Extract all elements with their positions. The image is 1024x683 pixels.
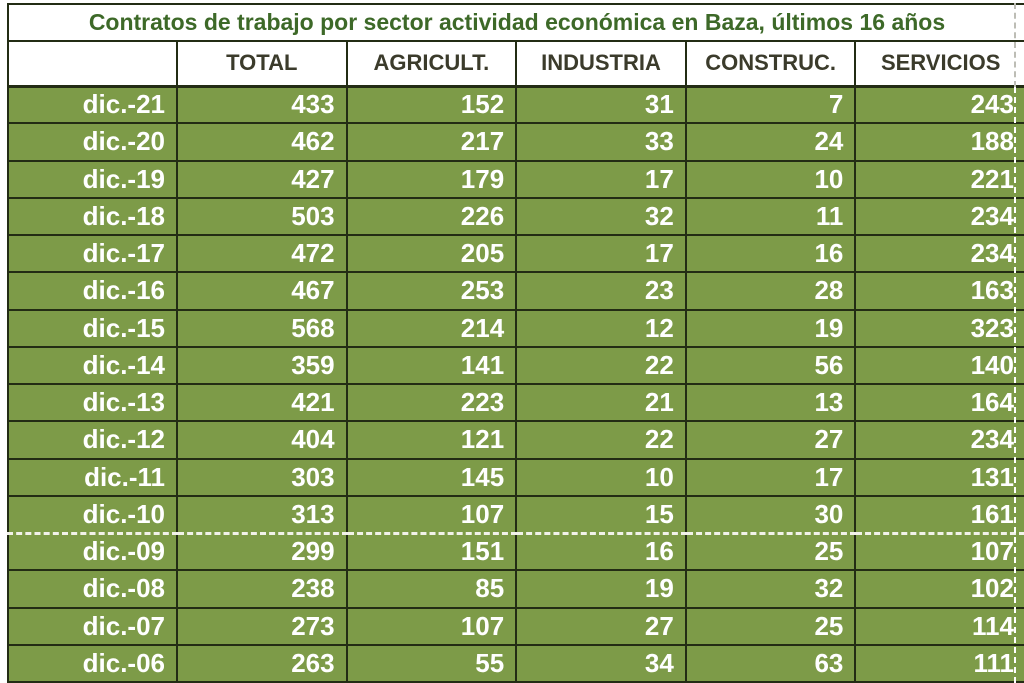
row-label: dic.-19 — [8, 161, 177, 198]
cell-construc: 25 — [686, 608, 856, 645]
cell-construc: 27 — [686, 421, 856, 458]
cell-agricult: 141 — [347, 347, 517, 384]
cell-agricult: 214 — [347, 310, 517, 347]
row-label: dic.-08 — [8, 570, 177, 607]
col-header-total: TOTAL — [177, 41, 347, 86]
table-row — [8, 421, 1024, 458]
spreadsheet-region — [7, 3, 1024, 683]
cell-servicios: 131 — [855, 459, 1024, 496]
table-row — [8, 570, 1024, 607]
cell-agricult: 217 — [347, 123, 517, 160]
cell-total: 273 — [177, 608, 347, 645]
cell-agricult: 223 — [347, 384, 517, 421]
cell-servicios: 243 — [855, 86, 1024, 123]
cell-industria: 31 — [516, 86, 686, 123]
cell-servicios: 323 — [855, 310, 1024, 347]
cell-servicios: 140 — [855, 347, 1024, 384]
table-row — [8, 533, 1024, 570]
cell-servicios: 188 — [855, 123, 1024, 160]
table-row — [8, 161, 1024, 198]
cell-agricult: 55 — [347, 645, 517, 682]
col-header-construc: CONSTRUC. — [686, 41, 856, 86]
cell-total: 263 — [177, 645, 347, 682]
cell-servicios: 107 — [855, 533, 1024, 570]
cell-servicios: 114 — [855, 608, 1024, 645]
cell-industria: 23 — [516, 272, 686, 309]
cell-agricult: 107 — [347, 608, 517, 645]
cell-servicios: 234 — [855, 235, 1024, 272]
cell-industria: 27 — [516, 608, 686, 645]
cell-total: 421 — [177, 384, 347, 421]
row-label: dic.-14 — [8, 347, 177, 384]
cell-construc: 7 — [686, 86, 856, 123]
col-header-industria: INDUSTRIA — [516, 41, 686, 86]
cell-agricult: 152 — [347, 86, 517, 123]
table-title: Contratos de trabajo por sector actividad económica en Baza, últimos 16 años — [8, 4, 1024, 41]
cell-agricult: 179 — [347, 161, 517, 198]
cell-agricult: 121 — [347, 421, 517, 458]
cell-agricult: 107 — [347, 496, 517, 533]
table-row — [8, 198, 1024, 235]
col-header-blank — [8, 41, 177, 86]
table-row — [8, 235, 1024, 272]
cell-construc: 13 — [686, 384, 856, 421]
cell-construc: 56 — [686, 347, 856, 384]
cell-industria: 33 — [516, 123, 686, 160]
row-label: dic.-17 — [8, 235, 177, 272]
table-row — [8, 384, 1024, 421]
cell-servicios: 221 — [855, 161, 1024, 198]
row-label: dic.-06 — [8, 645, 177, 682]
cell-agricult: 253 — [347, 272, 517, 309]
cell-industria: 22 — [516, 347, 686, 384]
row-label: dic.-07 — [8, 608, 177, 645]
cell-total: 467 — [177, 272, 347, 309]
cell-servicios: 234 — [855, 421, 1024, 458]
cell-agricult: 205 — [347, 235, 517, 272]
cell-industria: 32 — [516, 198, 686, 235]
cell-total: 462 — [177, 123, 347, 160]
row-label: dic.-16 — [8, 272, 177, 309]
table-row — [8, 645, 1024, 682]
cell-total: 313 — [177, 496, 347, 533]
cell-servicios: 164 — [855, 384, 1024, 421]
table-row — [8, 86, 1024, 123]
row-label: dic.-10 — [8, 496, 177, 533]
header-row — [8, 41, 1024, 86]
row-label: dic.-13 — [8, 384, 177, 421]
cell-total: 303 — [177, 459, 347, 496]
cell-construc: 10 — [686, 161, 856, 198]
cell-industria: 21 — [516, 384, 686, 421]
row-label: dic.-21 — [8, 86, 177, 123]
cell-total: 568 — [177, 310, 347, 347]
row-label: dic.-18 — [8, 198, 177, 235]
cell-total: 427 — [177, 161, 347, 198]
contracts-table — [7, 3, 1024, 683]
cell-industria: 15 — [516, 496, 686, 533]
cell-construc: 19 — [686, 310, 856, 347]
table-row — [8, 347, 1024, 384]
cell-total: 359 — [177, 347, 347, 384]
title-row — [8, 4, 1024, 41]
cell-total: 299 — [177, 533, 347, 570]
row-label: dic.-15 — [8, 310, 177, 347]
cell-agricult: 151 — [347, 533, 517, 570]
cell-industria: 10 — [516, 459, 686, 496]
cell-industria: 17 — [516, 161, 686, 198]
cell-servicios: 163 — [855, 272, 1024, 309]
cell-total: 472 — [177, 235, 347, 272]
cell-construc: 11 — [686, 198, 856, 235]
cell-construc: 25 — [686, 533, 856, 570]
row-label: dic.-20 — [8, 123, 177, 160]
row-label: dic.-09 — [8, 533, 177, 570]
cell-construc: 28 — [686, 272, 856, 309]
cell-total: 433 — [177, 86, 347, 123]
cell-industria: 19 — [516, 570, 686, 607]
cell-servicios: 111 — [855, 645, 1024, 682]
cell-total: 404 — [177, 421, 347, 458]
cell-construc: 30 — [686, 496, 856, 533]
cell-servicios: 102 — [855, 570, 1024, 607]
cell-agricult: 145 — [347, 459, 517, 496]
cell-industria: 17 — [516, 235, 686, 272]
cell-agricult: 85 — [347, 570, 517, 607]
cell-total: 238 — [177, 570, 347, 607]
cell-industria: 22 — [516, 421, 686, 458]
cell-industria: 34 — [516, 645, 686, 682]
cell-construc: 17 — [686, 459, 856, 496]
cell-construc: 32 — [686, 570, 856, 607]
cell-construc: 24 — [686, 123, 856, 160]
cell-construc: 16 — [686, 235, 856, 272]
col-header-servicios: SERVICIOS — [855, 41, 1024, 86]
cell-servicios: 161 — [855, 496, 1024, 533]
table-row — [8, 272, 1024, 309]
row-label: dic.-12 — [8, 421, 177, 458]
table-row — [8, 496, 1024, 533]
table-row — [8, 123, 1024, 160]
row-label: dic.-11 — [8, 459, 177, 496]
cell-construc: 63 — [686, 645, 856, 682]
table-row — [8, 310, 1024, 347]
cell-agricult: 226 — [347, 198, 517, 235]
table-row — [8, 459, 1024, 496]
cell-total: 503 — [177, 198, 347, 235]
table-body — [8, 86, 1024, 682]
col-header-agricult: AGRICULT. — [347, 41, 517, 86]
cell-industria: 12 — [516, 310, 686, 347]
cell-servicios: 234 — [855, 198, 1024, 235]
table-row — [8, 608, 1024, 645]
cell-industria: 16 — [516, 533, 686, 570]
